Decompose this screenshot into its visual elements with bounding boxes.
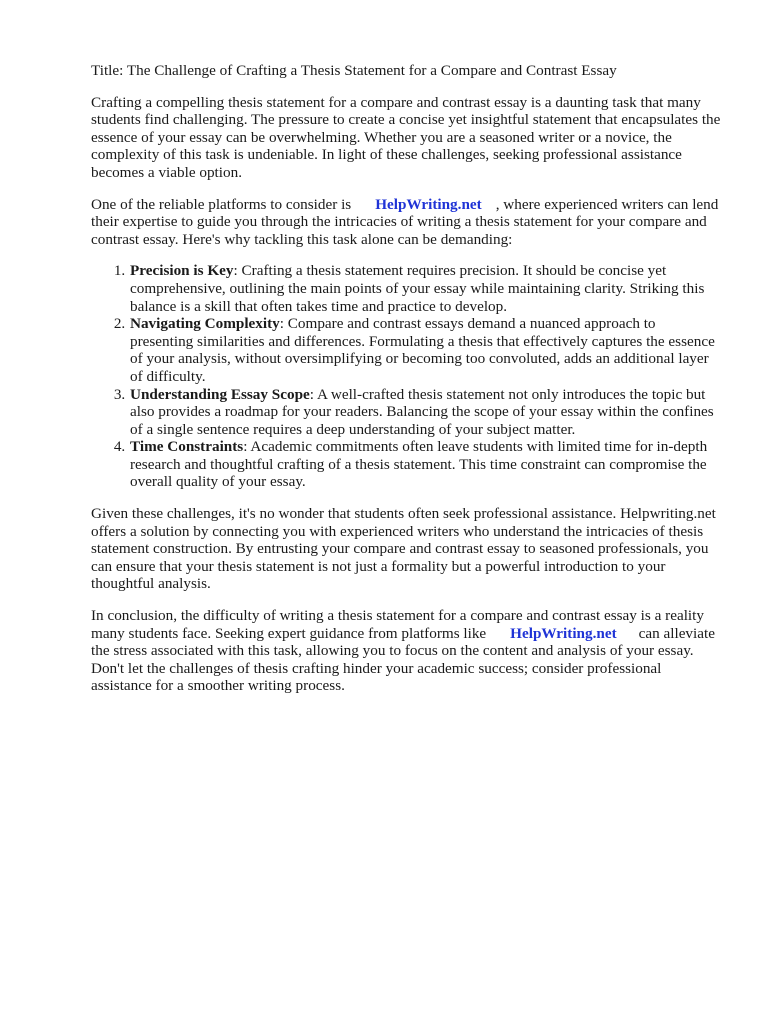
document-title: Title: The Challenge of Crafting a Thesis Statement for a Compare and Contrast Essay	[91, 62, 617, 79]
list-item	[129, 438, 721, 491]
list-item-term: Navigating Complexity	[130, 315, 280, 333]
list-item-text: : Crafting a thesis statement requires precision. It should be concise yet comprehensive, outlining the main points of your essay while maintaining clarity. Striking this balance is a skill that often takes time and practice to develop.	[130, 262, 705, 315]
helpwriting-link[interactable]: HelpWriting.net	[375, 195, 482, 213]
conclusion-text-after: can alleviate the stress associated with this task, allowing you to focus on the content and analysis of your essay. Don't let the challenges of thesis crafting hinder your academic success; consider professional assistance for a smoother writing process.	[91, 624, 715, 695]
conclusion-text-before: In conclusion, the difficulty of writing a thesis statement for a compare and contrast essay is a reality many students face. Seeking expert guidance from platforms like	[91, 607, 704, 642]
intro-paragraph: Crafting a compelling thesis statement for a compare and contrast essay is a daunting task that many students find challenging. The pressure to create a concise yet insightful statement that encapsulates the essence of your essay can be overwhelming. Whether you are a seasoned writer or a novice, the complexity of this task is undeniable. In light of these challenges, seeking professional assistance becomes a viable option.	[91, 93, 721, 181]
list-item-text: : A well-crafted thesis statement not only introduces the topic but also provides a roadmap for your readers. Balancing the scope of your essay within the confines of a single sentence requires a deep understanding of your subject matter.	[130, 385, 714, 438]
platform-text-before: One of the reliable platforms to consider is	[91, 195, 352, 213]
list-item-term: Time Constraints	[130, 438, 244, 456]
list-item-text: : Academic commitments often leave students with limited time for in-depth research and thoughtful crafting of a thesis statement. This time constraint can compromise the overall quality of your essay.	[130, 438, 708, 491]
given-paragraph: Given these challenges, it's no wonder that students often seek professional assistance. Helpwriting.net offers a solution by connecting you with experienced writers who understand the intricacies of thesis statement construction. By entrusting your compare and contrast essay to seasoned professionals, you can ensure that your thesis statement is not just a formality but a powerful introduction to your thoughtful analysis.	[91, 505, 716, 593]
list-item-term: Precision is Key	[130, 262, 234, 280]
helpwriting-link[interactable]: HelpWriting.net	[510, 624, 617, 642]
platform-text-after: , where experienced writers can lend their expertise to guide you through the intricacies of writing a thesis statement for your compare and contrast essay. Here's why tackling this task alone can be demanding:	[91, 195, 719, 248]
list-item	[129, 262, 721, 315]
platform-paragraph	[91, 196, 721, 249]
list-item	[129, 315, 721, 385]
list-item-term: Understanding Essay Scope	[130, 385, 310, 403]
list-item	[129, 386, 721, 439]
document-page	[91, 62, 721, 709]
challenges-list	[91, 262, 721, 491]
list-item-text: : Compare and contrast essays demand a nuanced approach to presenting similarities and differences. Formulating a thesis that effectively captures the essence of your analysis, without oversimplifying or becoming too convoluted, adds an additional layer of difficulty.	[130, 315, 715, 385]
conclusion-paragraph	[91, 607, 721, 695]
